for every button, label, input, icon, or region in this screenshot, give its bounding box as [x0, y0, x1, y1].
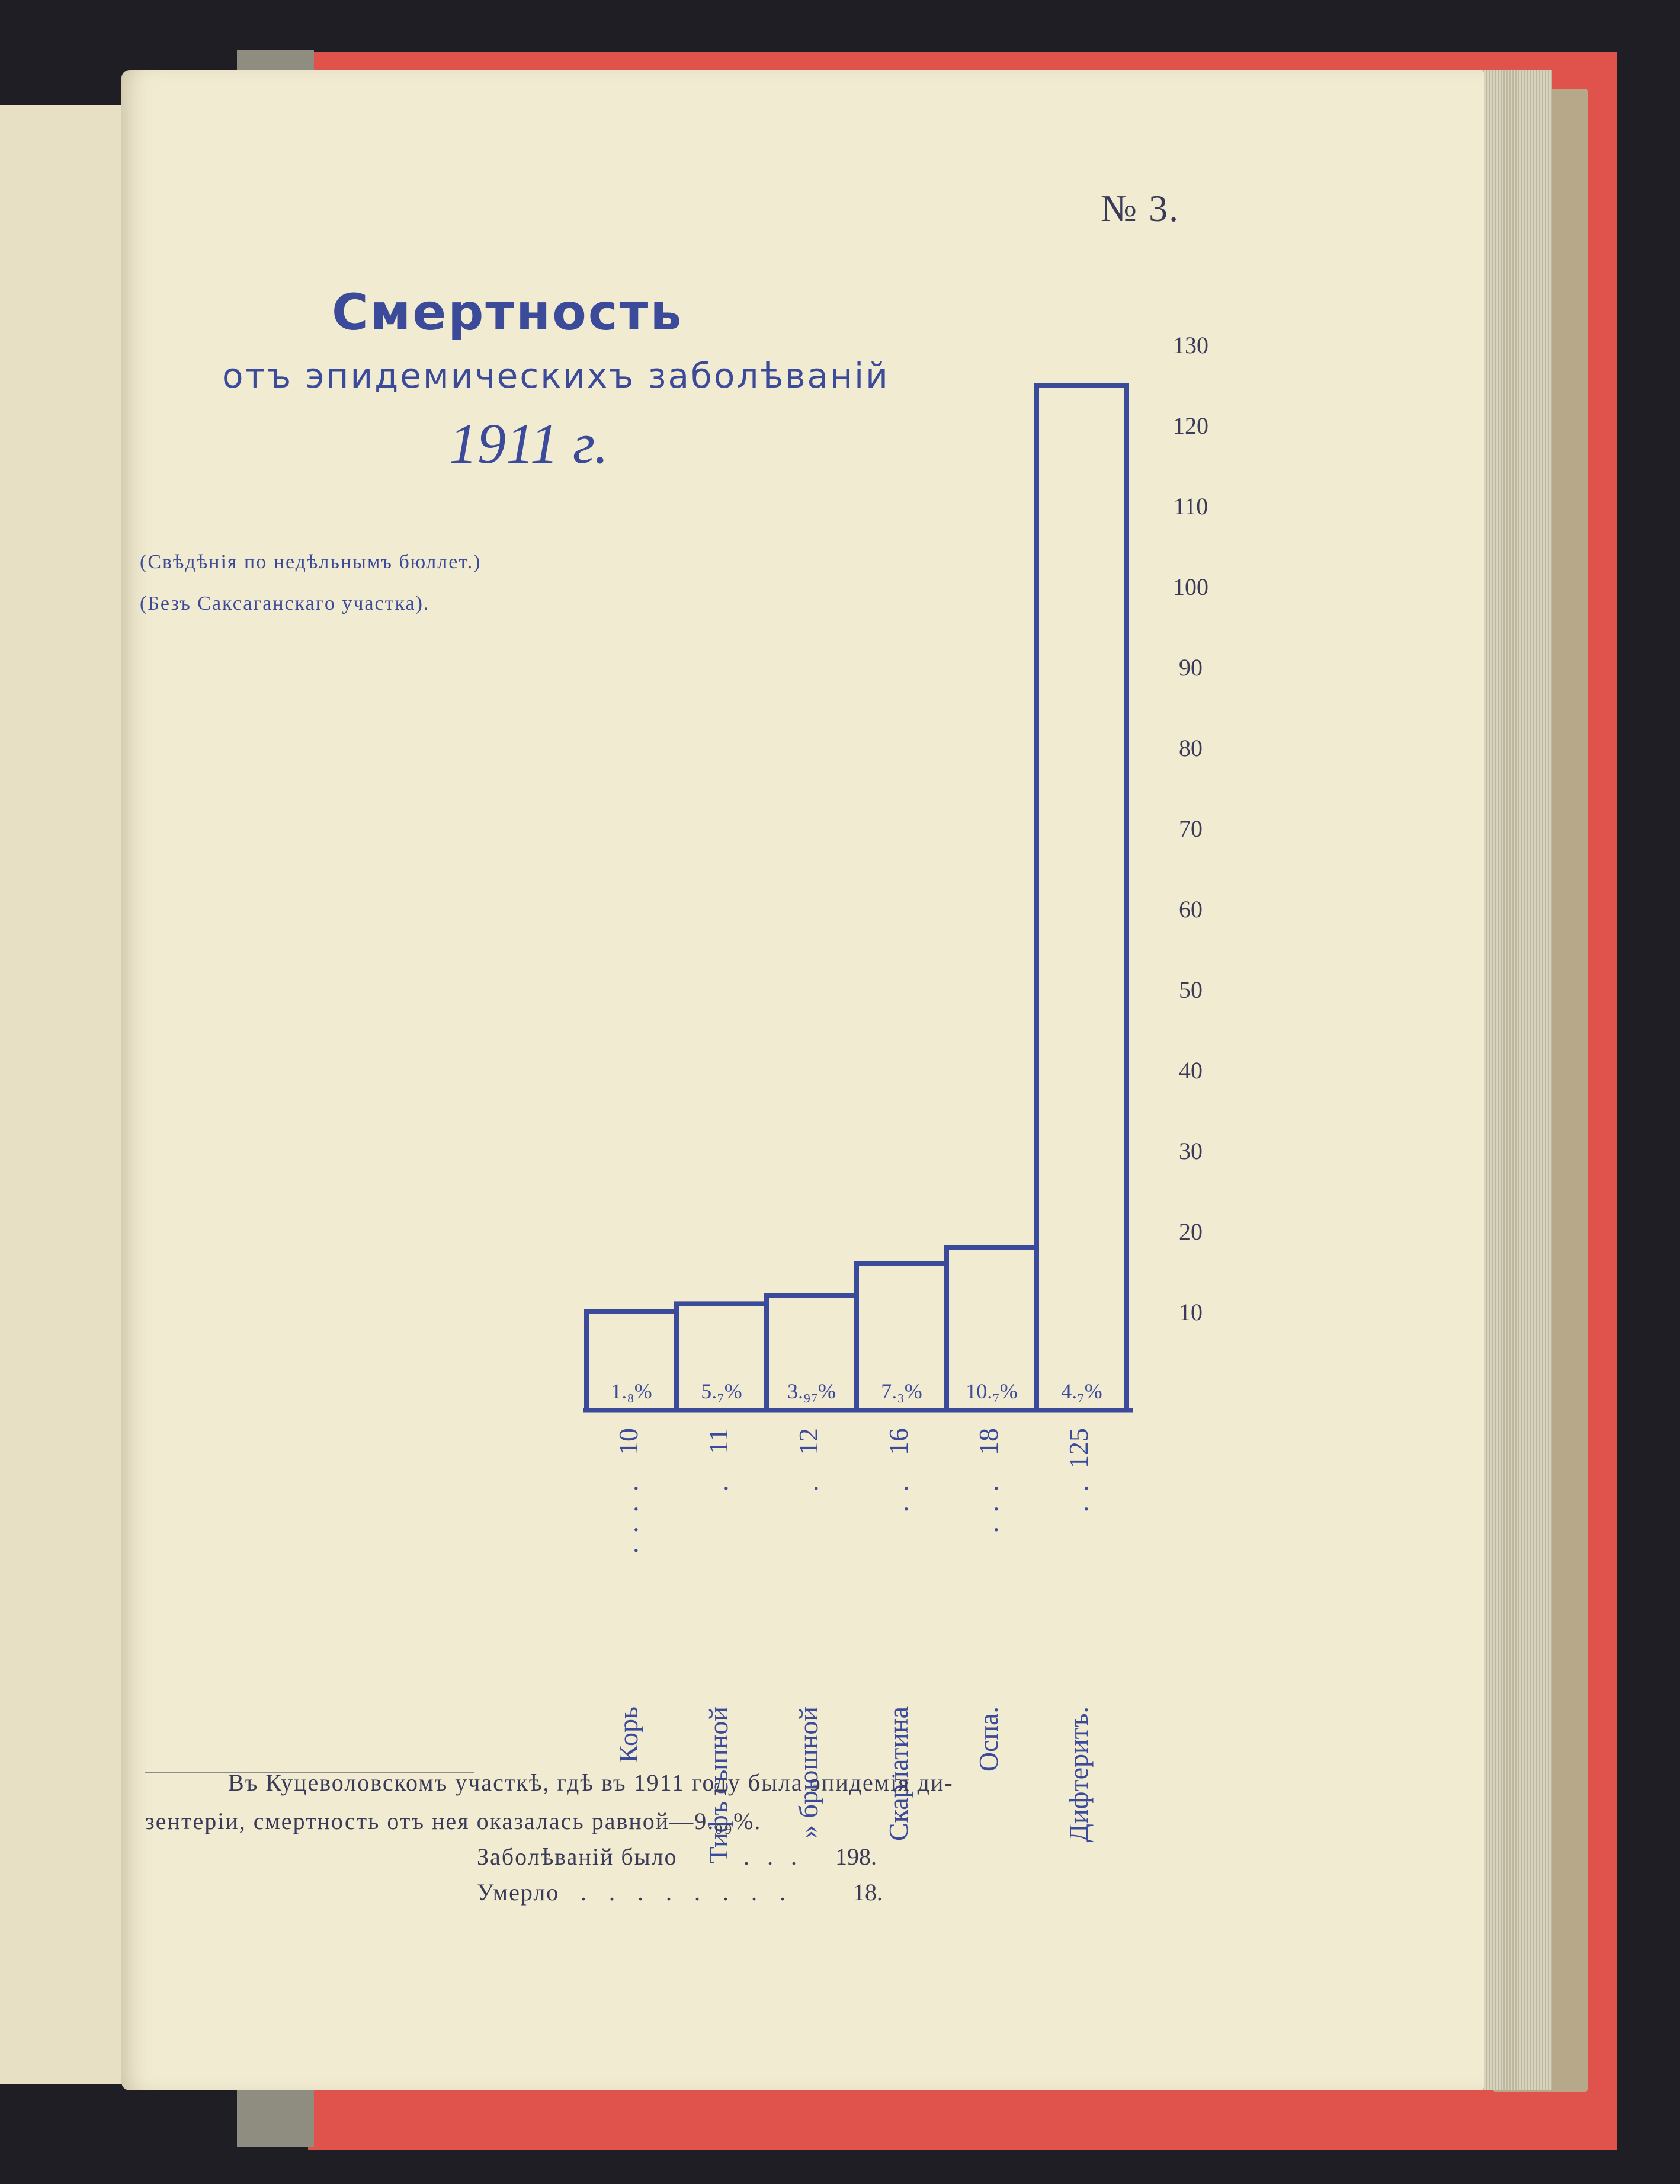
bar-value-label: 18 — [973, 1428, 1003, 1455]
bar-percentage-label: 3.₉₇% — [787, 1379, 836, 1403]
footnote-text: зентеріи, смертность отъ нея оказалась равной—9.₀₉%. — [145, 1808, 762, 1834]
deaths-dots: . . . . . . . . — [581, 1879, 794, 1906]
y-axis — [1173, 332, 1208, 1325]
category-label-group — [613, 1428, 643, 1763]
category-label: Дифтеритъ. — [1063, 1706, 1094, 1843]
bar-value-label: 12 — [793, 1428, 823, 1455]
category-label: Корь — [613, 1706, 643, 1763]
category-leader-dots: . — [703, 1481, 733, 1492]
bars — [583, 385, 1133, 1410]
bar-value-label: 125 — [1063, 1428, 1094, 1469]
deaths-label: Умерло — [477, 1879, 560, 1906]
y-tick-label: 130 — [1173, 332, 1208, 358]
chart-year: 1911 г. — [449, 412, 609, 475]
bar-value-label: 11 — [703, 1428, 733, 1455]
bar-value-label: 10 — [613, 1428, 643, 1455]
category-label: Скарлатина — [883, 1706, 913, 1842]
bar-percentage-label: 10.₇% — [966, 1379, 1018, 1403]
category-label: Тифъ сыпной — [703, 1706, 733, 1863]
bar-percentage-label: 4.₇% — [1061, 1379, 1102, 1403]
y-tick-label: 90 — [1179, 654, 1203, 681]
y-tick-label: 30 — [1179, 1138, 1203, 1164]
category-leader-dots: . . . — [973, 1481, 1003, 1533]
bar-percentage-label: 7.₃% — [881, 1379, 922, 1403]
y-tick-label: 20 — [1179, 1218, 1203, 1245]
y-tick-label: 70 — [1179, 815, 1203, 842]
y-tick-label: 80 — [1179, 735, 1203, 761]
category-leader-dots: . . . . — [613, 1481, 643, 1554]
source-note: (Свѣдѣнія по недѣльнымъ бюллет.) — [140, 551, 482, 573]
category-label-group — [1063, 1428, 1094, 1842]
y-tick-label: 60 — [1179, 896, 1203, 923]
cases-label: Заболѣваній было — [477, 1843, 678, 1870]
y-tick-label: 100 — [1173, 574, 1208, 600]
bar-percentage-label: 5.₇% — [701, 1379, 742, 1403]
category-labels — [613, 1428, 1094, 1863]
page-number: № 3. — [1101, 187, 1180, 229]
chart-subtitle: отъ эпидемическихъ заболѣваній — [222, 356, 890, 396]
y-tick-label: 110 — [1173, 493, 1208, 520]
bar-percentage-label: 1.₈% — [611, 1379, 652, 1403]
bar — [1037, 385, 1127, 1409]
category-label: Оспа. — [973, 1706, 1003, 1772]
chart-title: Смертность — [332, 283, 684, 341]
category-label: » брюшной — [793, 1706, 823, 1839]
y-tick-label: 10 — [1179, 1299, 1203, 1325]
category-label-group — [973, 1428, 1003, 1772]
bar-value-label: 16 — [883, 1428, 913, 1455]
category-leader-dots: . . — [883, 1481, 913, 1513]
deaths-value: 18. — [853, 1879, 883, 1906]
footnote-text: Въ Куцеволовскомъ участкѣ, гдѣ въ 1911 году была эпидемія ди- — [228, 1769, 954, 1796]
category-label-group — [703, 1428, 733, 1863]
category-leader-dots: . — [793, 1481, 823, 1492]
source-note: (Безъ Саксаганскаго участка). — [140, 593, 430, 614]
category-leader-dots: . . — [1063, 1481, 1094, 1513]
y-tick-label: 40 — [1179, 1057, 1203, 1084]
cases-dots: . . . — [743, 1843, 803, 1870]
y-tick-label: 50 — [1179, 976, 1203, 1003]
cases-value: 198. — [835, 1843, 877, 1870]
y-tick-label: 120 — [1173, 412, 1208, 439]
